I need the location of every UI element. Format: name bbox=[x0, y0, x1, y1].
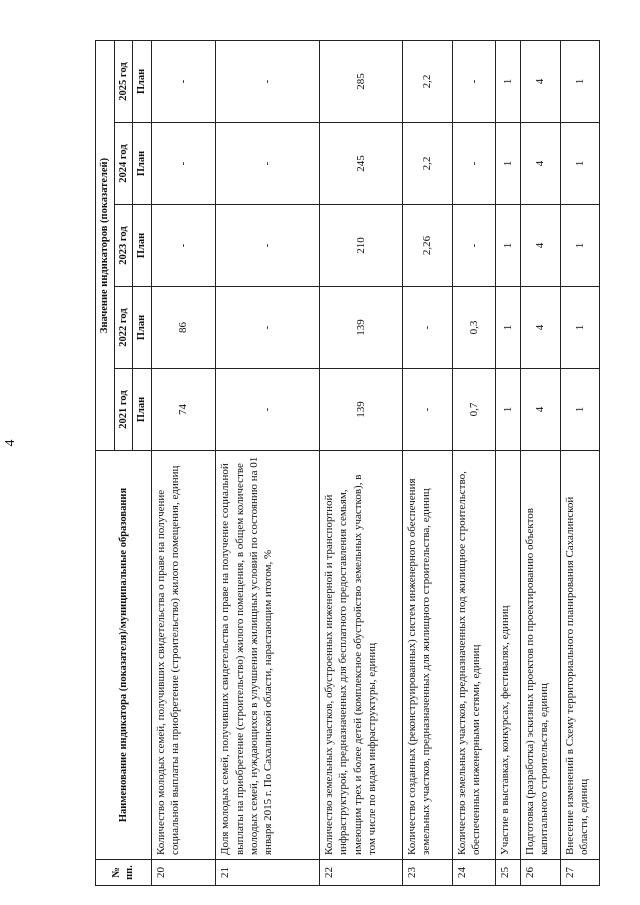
table-row bbox=[452, 40, 496, 885]
indicator-value: 2,2 bbox=[402, 123, 452, 205]
header-plan: План bbox=[133, 123, 152, 205]
indicator-value: - bbox=[452, 205, 496, 287]
indicator-value: 1 bbox=[496, 205, 521, 287]
indicator-value: - bbox=[151, 123, 215, 205]
indicator-value: 1 bbox=[560, 205, 599, 287]
indicator-value: 0,3 bbox=[452, 287, 496, 369]
indicator-value: - bbox=[216, 205, 320, 287]
indicator-value: - bbox=[452, 123, 496, 205]
indicator-value: 1 bbox=[560, 123, 599, 205]
header-year: 2023 год bbox=[114, 205, 133, 287]
indicator-value: 139 bbox=[319, 287, 402, 369]
page-number: 4 bbox=[3, 439, 18, 447]
indicator-value: - bbox=[151, 40, 215, 122]
indicator-value: 1 bbox=[560, 369, 599, 451]
indicator-value: 2,2 bbox=[402, 40, 452, 122]
indicator-name: Участие в выставках, конкурсах, фестивалях, единиц bbox=[496, 451, 521, 860]
indicator-value: - bbox=[151, 205, 215, 287]
indicator-value: 1 bbox=[496, 369, 521, 451]
indicator-value: 1 bbox=[560, 40, 599, 122]
indicator-value: 210 bbox=[319, 205, 402, 287]
row-number: 20 bbox=[151, 860, 215, 886]
row-number: 21 bbox=[216, 860, 320, 886]
indicator-value: - bbox=[216, 369, 320, 451]
indicator-value: - bbox=[402, 287, 452, 369]
indicator-value: 4 bbox=[521, 123, 560, 205]
indicator-value: - bbox=[216, 287, 320, 369]
row-number: 26 bbox=[521, 860, 560, 886]
table-row bbox=[319, 40, 402, 885]
indicator-name: Количество молодых семей, получивших свидетельства о праве на получение социальной выплаты на приобретение (строительство) жилого помещения, единиц bbox=[151, 451, 215, 860]
indicator-value: - bbox=[216, 40, 320, 122]
header-plan: План bbox=[133, 287, 152, 369]
indicator-value: 4 bbox=[521, 369, 560, 451]
indicator-value: - bbox=[452, 40, 496, 122]
header-year: 2021 год bbox=[114, 369, 133, 451]
header-values-group: Значение индикаторов (показателей) bbox=[96, 40, 115, 450]
indicator-value: - bbox=[402, 369, 452, 451]
table-row bbox=[560, 40, 599, 885]
indicator-name: Доля молодых семей, получивших свидетельства о праве на получение социальной выплаты на приобретение (строительство) жилого помещения, в общем количестве молодых семей, нуждающихся в улучшении жилищных условий по состоянию на 01 января 2015 г. По Сахалинской области, нарастающим итогом, % bbox=[216, 451, 320, 860]
header-year: 2024 год bbox=[114, 123, 133, 205]
indicator-value: 4 bbox=[521, 287, 560, 369]
table-row bbox=[402, 40, 452, 885]
header-plan: План bbox=[133, 40, 152, 122]
header-name: Наименование индикатора (показателя)/муниципальные образования bbox=[96, 451, 152, 860]
indicator-value: 86 bbox=[151, 287, 215, 369]
indicator-value: 4 bbox=[521, 205, 560, 287]
indicator-value: 2,26 bbox=[402, 205, 452, 287]
header-plan: План bbox=[133, 205, 152, 287]
indicator-name: Количество созданных (реконструированных) систем инженерного обеспечения земельных участков, предназначенных для жилищного строительства, единиц bbox=[402, 451, 452, 860]
indicator-name: Количество земельных участков, обустроенных инженерной и транспортной инфраструктурой, предназначенных для бесплатного предоставления семьям, имеющим трех и более детей (комплексное обустройство земельных участков), в том числе по видам инфраструктуры, единиц bbox=[319, 451, 402, 860]
indicator-value: 4 bbox=[521, 40, 560, 122]
header-plan: План bbox=[133, 369, 152, 451]
indicator-value: 285 bbox=[319, 40, 402, 122]
table-row bbox=[216, 40, 320, 885]
header-no: № пп. bbox=[96, 860, 152, 886]
indicator-value: 245 bbox=[319, 123, 402, 205]
table-row bbox=[151, 40, 215, 885]
indicator-value: 0,7 bbox=[452, 369, 496, 451]
indicator-value: 1 bbox=[496, 287, 521, 369]
indicator-name: Количество земельных участков, предназначенных под жилищное строительство, обеспеченных инженерными сетями, единиц bbox=[452, 451, 496, 860]
indicator-value: 139 bbox=[319, 369, 402, 451]
indicator-name: Подготовка (разработка) эскизных проектов по проектированию объектов капитального строительства, единиц bbox=[521, 451, 560, 860]
indicator-value: 1 bbox=[496, 40, 521, 122]
row-number: 25 bbox=[496, 860, 521, 886]
row-number: 23 bbox=[402, 860, 452, 886]
row-number: 22 bbox=[319, 860, 402, 886]
indicator-value: 1 bbox=[496, 123, 521, 205]
header-year: 2022 год bbox=[114, 287, 133, 369]
row-number: 24 bbox=[452, 860, 496, 886]
indicators-table bbox=[95, 40, 600, 886]
row-number: 27 bbox=[560, 860, 599, 886]
header-year: 2025 год bbox=[114, 40, 133, 122]
indicator-value: - bbox=[216, 123, 320, 205]
table-row bbox=[496, 40, 521, 885]
indicator-value: 74 bbox=[151, 369, 215, 451]
rotated-table-container bbox=[95, 41, 600, 886]
indicator-value: 1 bbox=[560, 287, 599, 369]
indicator-name: Внесение изменений в Схему территориального планирования Сахалинской области, единиц bbox=[560, 451, 599, 860]
table-row bbox=[521, 40, 560, 885]
